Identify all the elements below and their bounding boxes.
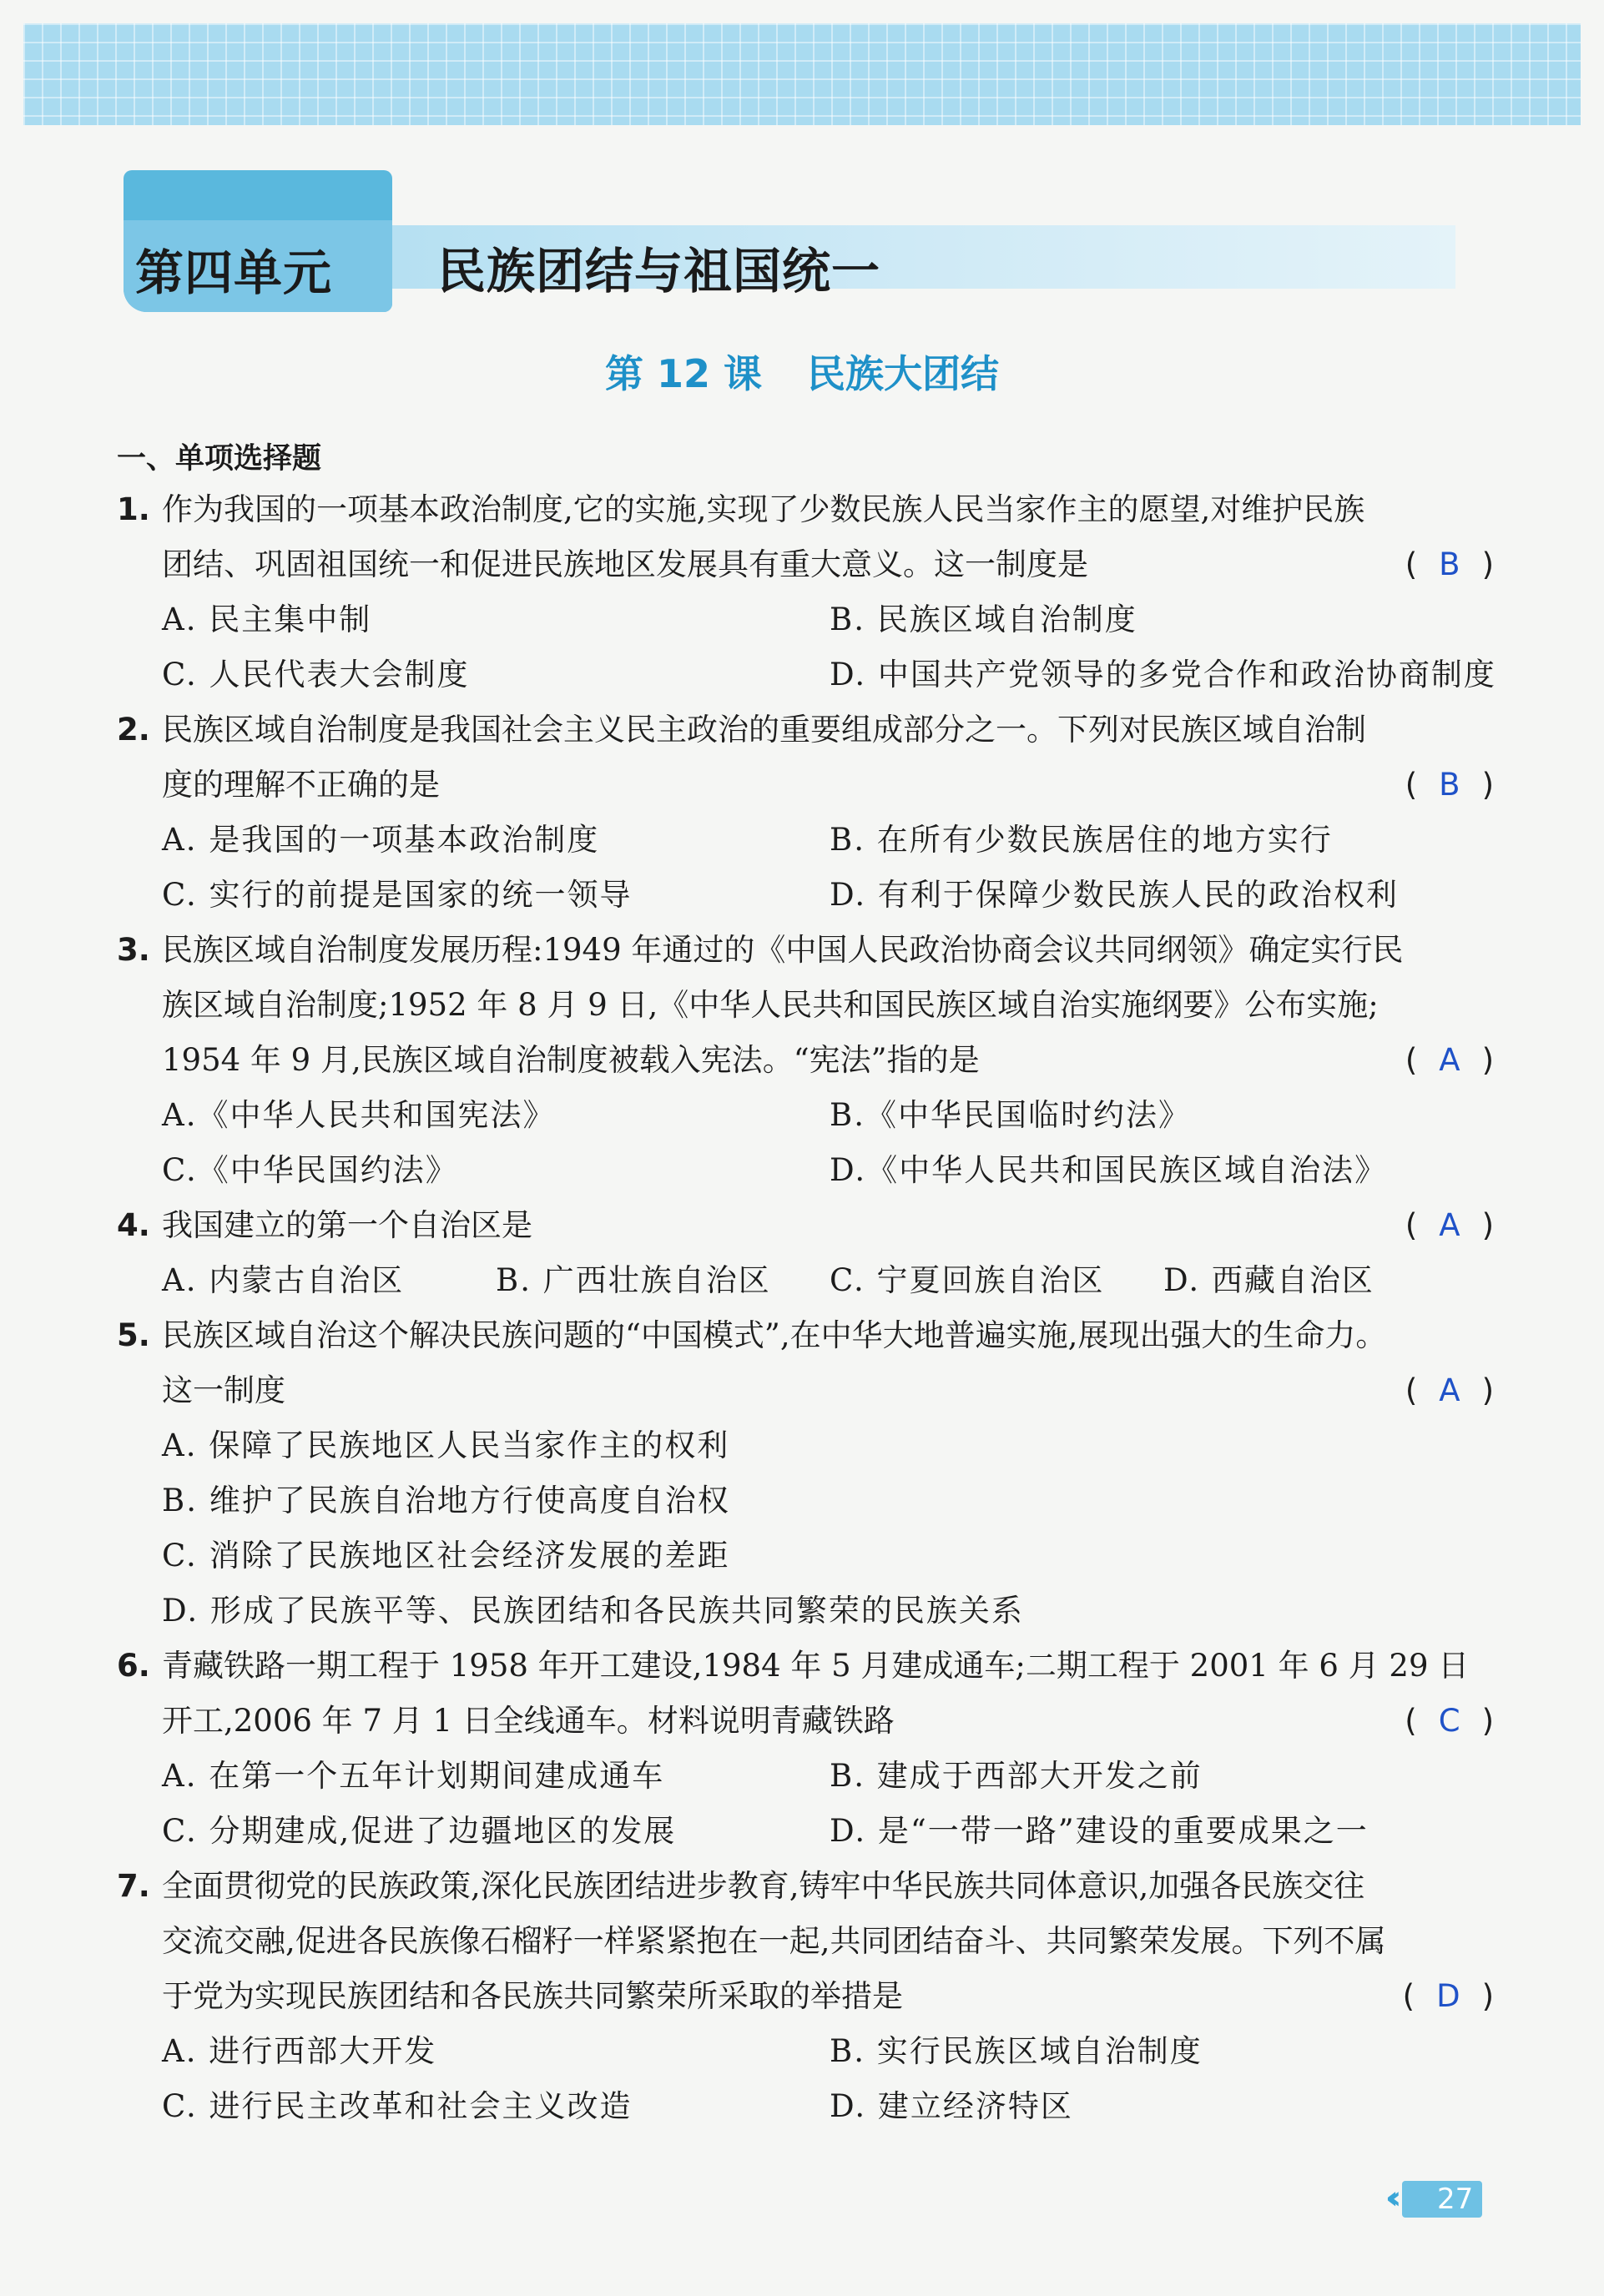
stem-line: 度的理解不正确的是 — [162, 767, 440, 803]
lesson-title — [0, 344, 1604, 399]
option: C. 分期建成,促进了边疆地区的发展 — [162, 1813, 677, 1849]
unit-title: 民族团结与祖国统一 — [437, 243, 881, 300]
question-3 — [117, 923, 1494, 1088]
option: A.《中华人民共和国宪法》 — [162, 1097, 556, 1133]
answer-letter: B — [1439, 767, 1460, 803]
option: D.《中华人民共和国民族区域自治法》 — [830, 1152, 1388, 1188]
option: B. 建成于西部大开发之前 — [830, 1758, 1203, 1794]
question-number: 2. — [117, 712, 150, 748]
option: A. 内蒙古自治区 — [162, 1262, 405, 1298]
option: D. 中国共产党领导的多党合作和政治协商制度 — [830, 657, 1496, 692]
option: C.《中华民国约法》 — [162, 1152, 458, 1188]
question-1 — [117, 482, 1494, 592]
page-number: 27 — [1437, 2183, 1474, 2216]
stem-line: 青藏铁路一期工程于 1958 年开工建设,1984 年 5 月建成通车;二期工程于 2001 年 6 月 29 日 — [162, 1648, 1470, 1684]
question-stem — [117, 1198, 1485, 1253]
stem-line: 1954 年 9 月,民族区域自治制度被载入宪法。“宪法”指的是 — [162, 1042, 980, 1078]
answer-bracket: ( A ) — [1405, 1042, 1494, 1078]
option: D. 西藏自治区 — [1163, 1262, 1374, 1298]
unit-number: 第四单元 — [135, 244, 333, 301]
answer-bracket: ( A ) — [1405, 1372, 1494, 1408]
question-number: 7. — [117, 1868, 150, 1904]
stem-line: 民族区域自治这个解决民族问题的“中国模式”,在中华大地普遍实施,展现出强大的生命力。 — [162, 1317, 1387, 1353]
stem-line: 族区域自治制度;1952 年 8 月 9 日,《中华人民共和国民族区域自治实施纲要》公布实施; — [162, 987, 1379, 1023]
section-title: 一、单项选择题 — [117, 442, 322, 476]
option: B. 维护了民族自治地方行使高度自治权 — [162, 1483, 730, 1518]
question-stem — [117, 1639, 1485, 1749]
option: D. 形成了民族平等、民族团结和各民族共同繁荣的民族关系 — [162, 1593, 1024, 1629]
lesson-name: 民族大团结 — [807, 351, 1000, 396]
answer-letter: A — [1439, 1042, 1460, 1078]
option: D. 建立经济特区 — [830, 2088, 1073, 2124]
question-5 — [117, 1308, 1494, 1418]
stem-line: 民族区域自治制度发展历程:1949 年通过的《中国人民政治协商会议共同纲领》确定实行民 — [162, 932, 1404, 968]
option: B. 广西壮族自治区 — [496, 1262, 771, 1298]
question-4 — [117, 1198, 1494, 1253]
answer-letter: B — [1439, 546, 1460, 582]
option: A. 民主集中制 — [162, 602, 372, 637]
stem-line: 交流交融,促进各民族像石榴籽一样紧紧抱在一起,共同团结奋斗、共同繁荣发展。下列不属 — [162, 1923, 1386, 1959]
option: C. 人民代表大会制度 — [162, 657, 470, 692]
stem-line: 我国建立的第一个自治区是 — [162, 1207, 532, 1243]
answer-letter: A — [1439, 1207, 1460, 1243]
question-number: 4. — [117, 1207, 150, 1243]
stem-line: 团结、巩固祖国统一和促进民族地区发展具有重大意义。这一制度是 — [162, 546, 1088, 582]
stem-line: 全面贯彻党的民族政策,深化民族团结进步教育,铸牢中华民族共同体意识,加强各民族交往 — [162, 1868, 1365, 1904]
question-stem — [117, 702, 1485, 813]
option: A. 是我国的一项基本政治制度 — [162, 822, 600, 858]
option: D. 有利于保障少数民族人民的政治权利 — [830, 877, 1399, 913]
question-stem — [117, 482, 1485, 592]
question-number: 6. — [117, 1648, 150, 1684]
question-6 — [117, 1639, 1494, 1749]
stem-line: 这一制度 — [162, 1372, 285, 1408]
option: B. 民族区域自治制度 — [830, 602, 1137, 637]
stem-line: 于党为实现民族团结和各民族共同繁荣所采取的举措是 — [162, 1978, 903, 2014]
question-number: 1. — [117, 491, 150, 527]
double-chevron-left-icon: ‹‹ — [1385, 2179, 1392, 2216]
option: C. 实行的前提是国家的统一领导 — [162, 877, 633, 913]
question-7 — [117, 1859, 1494, 2024]
lesson-number: 第 12 课 — [604, 351, 763, 396]
option: C. 消除了民族地区社会经济发展的差距 — [162, 1538, 730, 1573]
answer-bracket: ( D ) — [1402, 1978, 1494, 2014]
answer-bracket: ( A ) — [1405, 1207, 1494, 1243]
option: B.《中华民国临时约法》 — [830, 1097, 1191, 1133]
question-2 — [117, 702, 1494, 813]
option: A. 进行西部大开发 — [162, 2033, 437, 2069]
answer-bracket: ( C ) — [1405, 1703, 1494, 1739]
question-stem — [117, 1859, 1485, 2024]
header-band — [23, 23, 1581, 125]
answer-letter: D — [1436, 1978, 1460, 2014]
stem-line: 开工,2006 年 7 月 1 日全线通车。材料说明青藏铁路 — [162, 1703, 895, 1739]
question-number: 5. — [117, 1317, 150, 1353]
question-stem — [117, 923, 1485, 1088]
stem-line: 作为我国的一项基本政治制度,它的实施,实现了少数民族人民当家作主的愿望,对维护民族 — [162, 491, 1365, 527]
option: A. 在第一个五年计划期间建成通车 — [162, 1758, 665, 1794]
option: A. 保障了民族地区人民当家作主的权利 — [162, 1427, 730, 1463]
answer-letter: A — [1439, 1372, 1460, 1408]
question-number: 3. — [117, 932, 150, 968]
option: C. 进行民主改革和社会主义改造 — [162, 2088, 633, 2124]
stem-line: 民族区域自治制度是我国社会主义民主政治的重要组成部分之一。下列对民族区域自治制 — [162, 712, 1366, 748]
option: C. 宁夏回族自治区 — [830, 1262, 1105, 1298]
option: D. 是“一带一路”建设的重要成果之一 — [830, 1813, 1369, 1849]
option: B. 实行民族区域自治制度 — [830, 2033, 1203, 2069]
answer-letter: C — [1438, 1703, 1460, 1739]
question-stem — [117, 1308, 1485, 1418]
answer-bracket: ( B ) — [1405, 767, 1494, 803]
answer-bracket: ( B ) — [1405, 546, 1494, 582]
option: B. 在所有少数民族居住的地方实行 — [830, 822, 1333, 858]
